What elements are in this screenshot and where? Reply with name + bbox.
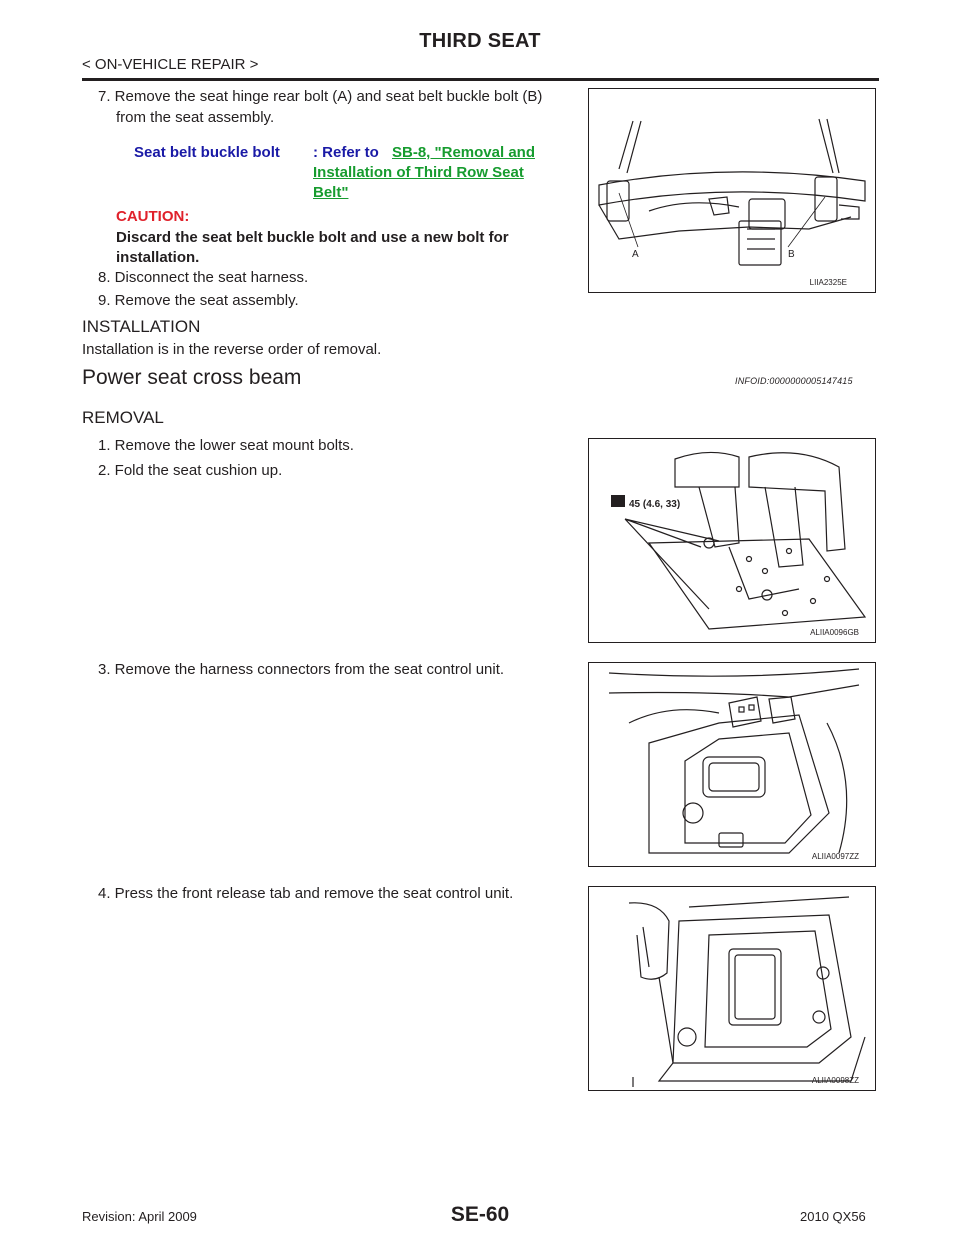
ref-link-sb-8[interactable]: SB-8, "Removal and bbox=[392, 144, 535, 161]
installation-heading: INSTALLATION bbox=[82, 317, 201, 336]
installation-text: Installation is in the reverse order of removal. bbox=[82, 341, 382, 358]
figure-id: LIIA2325E bbox=[809, 278, 847, 287]
model-year: 2010 QX56 bbox=[800, 1209, 866, 1224]
page-number: SE-60 bbox=[450, 1203, 510, 1226]
label-a: A bbox=[632, 249, 639, 260]
removal-step-1: 1. Remove the lower seat mount bolts. bbox=[98, 437, 354, 454]
step-7-line-1: 7. Remove the seat hinge rear bolt (A) and seat belt buckle bolt (B) bbox=[98, 88, 543, 105]
figure-id: ALIIA0097ZZ bbox=[811, 852, 859, 861]
step-9: 9. Remove the seat assembly. bbox=[98, 292, 299, 309]
ref-label: Seat belt buckle bolt bbox=[134, 144, 280, 161]
info-id: INFOID:0000000005147415 bbox=[735, 376, 853, 386]
ref-prefix: : Refer to bbox=[313, 144, 379, 161]
label-b: B bbox=[788, 249, 795, 260]
figure-seat-mount-bolts bbox=[588, 438, 876, 643]
removal-heading: REMOVAL bbox=[82, 408, 164, 427]
torque-icon bbox=[611, 495, 625, 507]
figure-id: ALIIA0098ZZ bbox=[811, 1076, 859, 1085]
caution-line-1: Discard the seat belt buckle bolt and use a new bolt for bbox=[116, 229, 509, 246]
caution-label: CAUTION: bbox=[116, 208, 190, 225]
header-divider bbox=[82, 78, 879, 81]
step-7-line-2: from the seat assembly. bbox=[116, 109, 275, 126]
removal-step-3: 3. Remove the harness connectors from the seat control unit. bbox=[98, 661, 505, 678]
step-8: 8. Disconnect the seat harness. bbox=[98, 269, 309, 286]
caution-line-2: installation. bbox=[116, 249, 200, 266]
torque-label: 45 (4.6, 33) bbox=[629, 499, 681, 510]
revision-date: Revision: April 2009 bbox=[82, 1209, 197, 1224]
seat-hinge-illustration bbox=[589, 89, 875, 292]
figure-id: ALIIA0096GB bbox=[810, 628, 859, 637]
section-breadcrumb: < ON-VEHICLE REPAIR > bbox=[82, 56, 259, 73]
power-seat-heading: Power seat cross beam bbox=[82, 366, 302, 389]
control-unit-illustration bbox=[589, 887, 875, 1090]
page-title: THIRD SEAT bbox=[419, 30, 541, 52]
ref-link-sb-8-cont-1[interactable]: Installation of Third Row Seat bbox=[313, 164, 524, 181]
removal-step-2: 2. Fold the seat cushion up. bbox=[98, 462, 283, 479]
removal-step-4: 4. Press the front release tab and remove the seat control unit. bbox=[98, 885, 514, 902]
figure-release-tab bbox=[588, 886, 876, 1091]
figure-harness-connectors bbox=[588, 662, 876, 867]
figure-seat-hinge-bolts bbox=[588, 88, 876, 293]
seat-mount-illustration bbox=[589, 439, 875, 642]
ref-link-sb-8-cont-2[interactable]: Belt" bbox=[313, 184, 349, 201]
connector-illustration bbox=[589, 663, 875, 866]
